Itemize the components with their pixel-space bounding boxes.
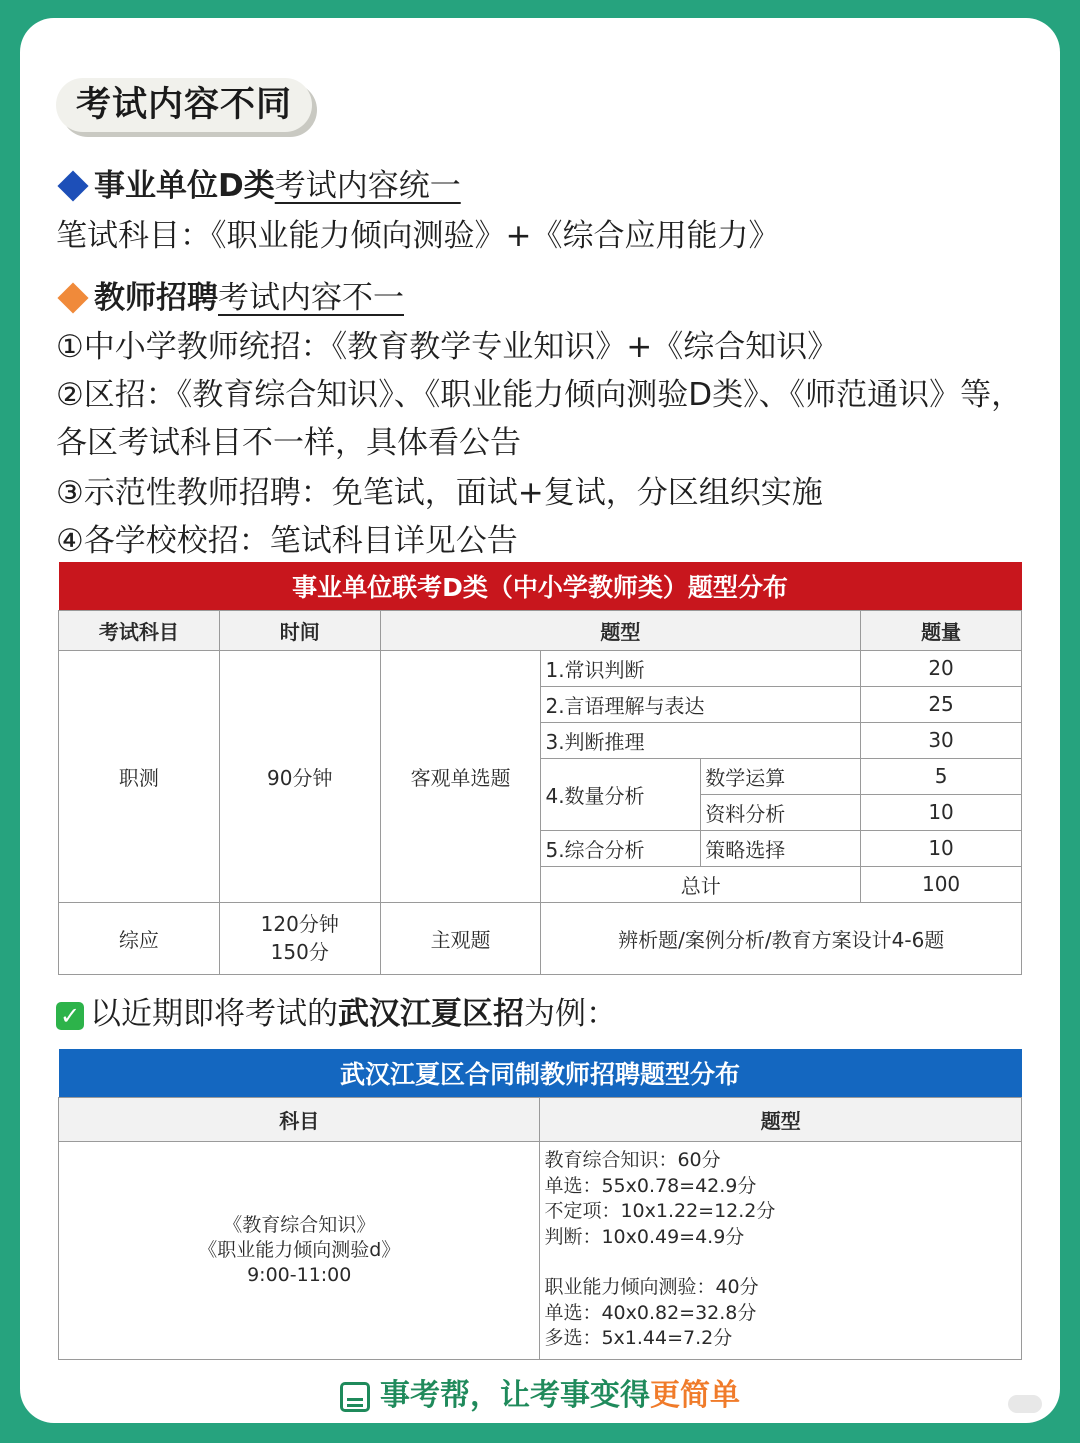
jiangxia-table-title: 武汉江夏区合同制教师招聘题型分布 [59, 1049, 1022, 1097]
blue-diamond-icon [57, 170, 88, 201]
col-time: 时间 [219, 610, 380, 650]
footer-accent: 更简单 [650, 1378, 740, 1413]
section1-heading-bold: 事业单位D类 [94, 168, 275, 204]
zhice-subject: 职测 [59, 650, 220, 902]
col-subject: 考试科目 [59, 610, 220, 650]
orange-diamond-icon [57, 282, 88, 313]
quant-count1: 5 [861, 758, 1022, 794]
subject-line: 《职业能力倾向测验d》 [198, 1238, 401, 1261]
checkmark-icon: ✓ [56, 1002, 84, 1030]
total-label: 总计 [541, 866, 861, 902]
section2-item-1: ①中小学教师统招：《教育教学专业知识》+《综合知识》 [56, 329, 839, 365]
zongying-type: 主观题 [380, 902, 541, 974]
section2-item-4: ④各学校校招：笔试科目详见公告 [56, 523, 518, 559]
comp-name: 5.综合分析 [541, 830, 701, 866]
comp-count: 10 [861, 830, 1022, 866]
example-suffix: 为例： [524, 996, 617, 1032]
col-count: 题量 [861, 610, 1022, 650]
total-count: 100 [861, 866, 1022, 902]
page-title: 考试内容不同 [56, 78, 312, 132]
footer-slogan [20, 1370, 1060, 1414]
type-line: 教育综合知识：60分 [544, 1149, 721, 1172]
content-card [20, 18, 1060, 1423]
zongying-time [219, 902, 380, 974]
type-spacer [544, 1250, 1021, 1275]
d-class-table-title: 事业单位联考D类（中小学教师类）题型分布 [59, 562, 1022, 610]
type-line: 单选：55x0.78=42.9分 [544, 1174, 757, 1197]
section2-heading-rest: 考试内容不一 [218, 280, 404, 316]
section1-heading-rest: 考试内容统一 [274, 168, 461, 204]
jiangxia-table [58, 1049, 1022, 1360]
zongying-time-minutes: 120分钟 [260, 912, 339, 936]
col-type: 题型 [540, 1097, 1022, 1141]
zhice-time: 90分钟 [219, 650, 380, 902]
jiangxia-subjects [59, 1141, 540, 1359]
zongying-time-score: 150分 [270, 940, 329, 964]
table-row-count: 20 [861, 650, 1022, 686]
comp-sub: 策略选择 [701, 830, 861, 866]
col-type: 题型 [380, 610, 860, 650]
watermark [1008, 1395, 1042, 1413]
table-row-name: 3.判断推理 [541, 722, 861, 758]
subject-time: 9:00-11:00 [247, 1263, 352, 1286]
quant-sub1: 数学运算 [701, 758, 861, 794]
zongying-subject: 综应 [59, 902, 220, 974]
table-row-name: 2.言语理解与表达 [541, 686, 861, 722]
quant-sub2: 资料分析 [701, 794, 861, 830]
table-row-name: 1.常识判断 [541, 650, 861, 686]
table-row-count: 30 [861, 722, 1022, 758]
example-prefix: 以近期即将考试的 [90, 996, 338, 1032]
section2-item-3: ③示范性教师招聘：免笔试，面试+复试，分区组织实施 [56, 475, 823, 511]
type-line: 职业能力倾向测验：40分 [544, 1276, 759, 1299]
example-bold: 武汉江夏区招 [338, 996, 524, 1032]
logo-icon [340, 1382, 370, 1412]
jiangxia-types [540, 1141, 1022, 1359]
section1-line: 笔试科目：《职业能力倾向测验》+《综合应用能力》 [56, 218, 780, 254]
zongying-desc: 辨析题/案例分析/教育方案设计4-6题 [541, 902, 1022, 974]
col-subject: 科目 [59, 1097, 540, 1141]
section1-heading [56, 164, 461, 208]
subject-line: 《教育综合知识》 [223, 1213, 376, 1236]
quant-name: 4.数量分析 [541, 758, 701, 830]
type-line: 多选：5x1.44=7.2分 [544, 1327, 733, 1350]
d-class-table [58, 562, 1022, 975]
quant-count2: 10 [861, 794, 1022, 830]
footer-main: 事考帮，让考事变得 [380, 1378, 650, 1413]
type-line: 判断：10x0.49=4.9分 [544, 1225, 745, 1248]
type-line: 不定项：10x1.22=12.2分 [544, 1200, 776, 1223]
section2-item-2: ②区招：《教育综合知识》、《职业能力倾向测验D类》、《师范通识》等，各区考试科目不一样，具体看公告 [56, 377, 1023, 461]
type-line: 单选：40x0.82=32.8分 [544, 1301, 757, 1324]
section2-heading-bold: 教师招聘 [94, 280, 218, 316]
table-row-count: 25 [861, 686, 1022, 722]
section2-heading [56, 276, 404, 320]
zhice-type: 客观单选题 [380, 650, 541, 902]
example-line [56, 992, 617, 1036]
